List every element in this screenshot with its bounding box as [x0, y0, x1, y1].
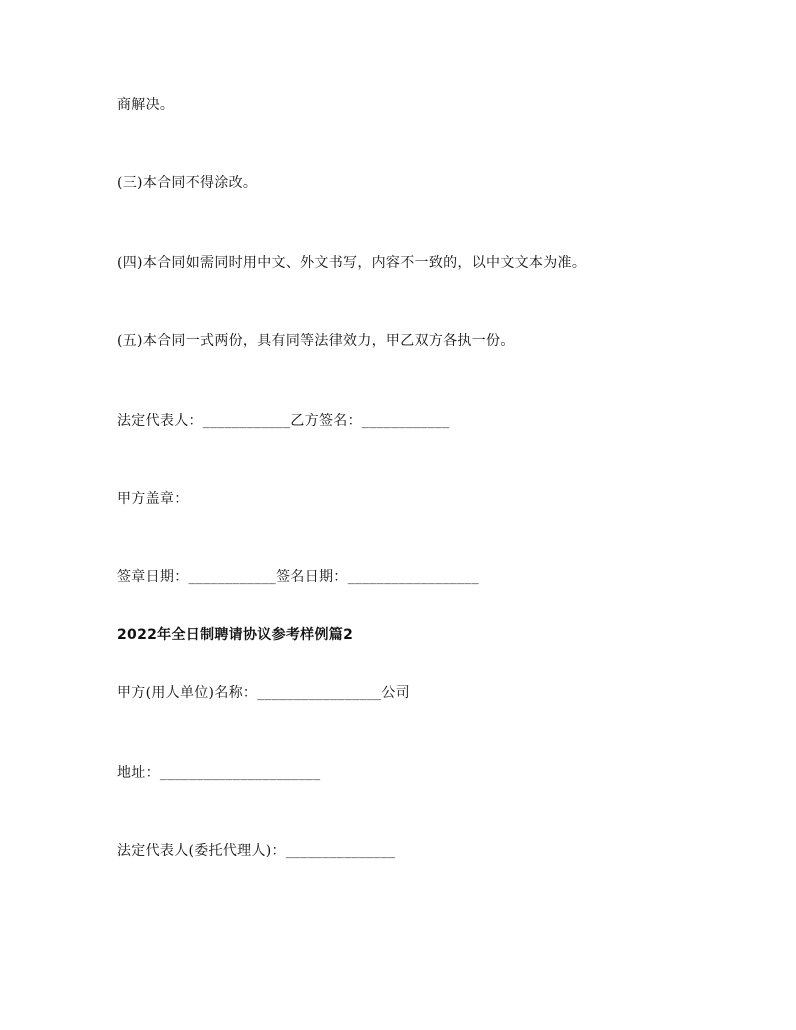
party-a-seal-line: 甲方盖章： — [117, 491, 189, 507]
paragraph-negotiation-end: 商解决。 — [117, 97, 175, 113]
signature-date-line: 签章日期：____________签名日期：__________________ — [117, 569, 479, 585]
clause-four: (四)本合同如需同时用中文、外文书写，内容不一致的，以中文文本为准。 — [117, 255, 587, 271]
clause-five: (五)本合同一式两份，具有同等法律效力，甲乙双方各执一份。 — [117, 333, 515, 349]
address-line: 地址：______________________ — [117, 765, 321, 781]
employer-name-line: 甲方(用人单位)名称：_________________公司 — [117, 685, 410, 701]
section-heading: 2022年全日制聘请协议参考样例篇2 — [117, 627, 354, 643]
clause-three: (三)本合同不得涂改。 — [117, 175, 258, 191]
signature-representative-line: 法定代表人：____________乙方签名：____________ — [117, 413, 450, 429]
representative-agent-line: 法定代表人(委托代理人)：_______________ — [117, 843, 396, 859]
